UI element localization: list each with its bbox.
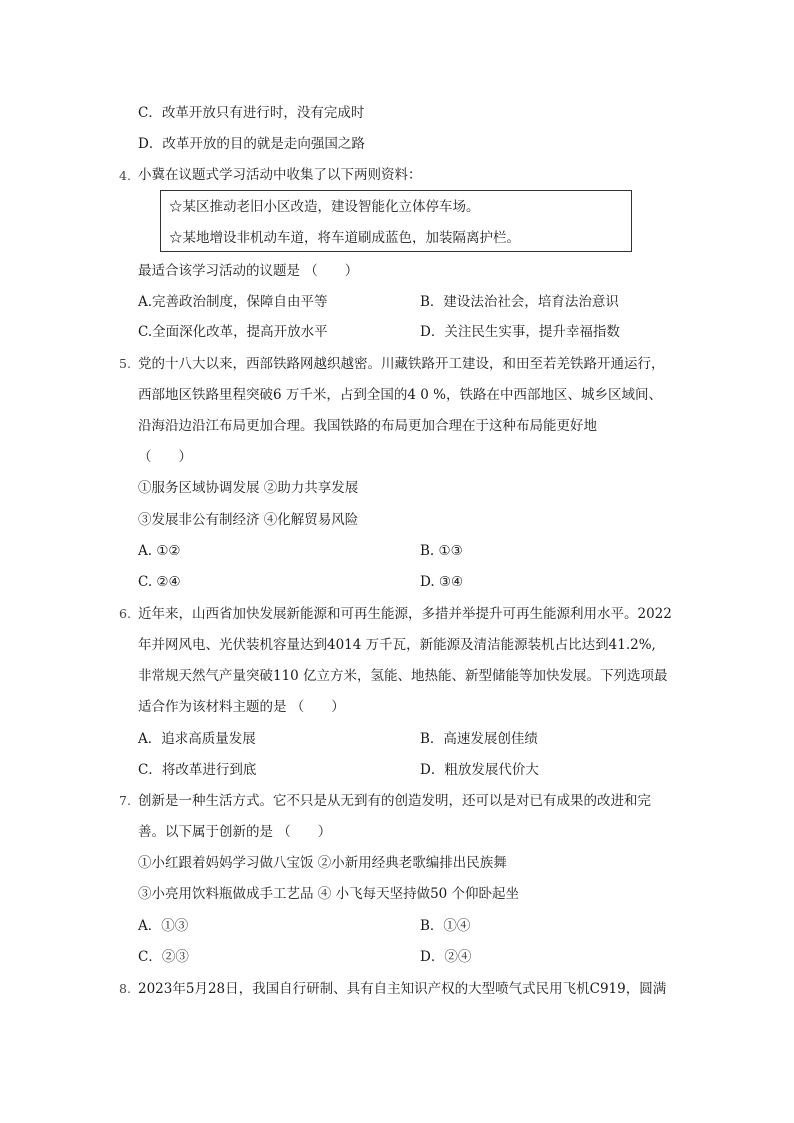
q4-question: 最适合该学习活动的议题是 （ ） — [138, 263, 359, 279]
q4-option-b: B．建设法治社会，培育法治意识 — [420, 294, 619, 310]
q7-choice-line-2: ③小亮用饮料瓶做成手工艺品 ④ 小飞每天坚持做50 个仰卧起坐 — [138, 886, 520, 902]
q8-text-line-1: 2023年5月28日，我国自行研制、具有自主知识产权的大型喷气式民用飞机C919，圆满 — [138, 981, 667, 997]
q7-option-d: D．②④ — [420, 949, 472, 965]
q5-number: 5. — [119, 356, 131, 371]
q5-text-line-3: 沿海沿边沿江布局更加合理。我国铁路的布局更加合理在于这种布局能更好地 — [138, 418, 597, 434]
q7-option-c: C．②③ — [138, 949, 189, 965]
q6-text-line-1: 近年来，山西省加快发展新能源和可再生能源，多措并举提升可再生能源利用水平。2022 — [138, 606, 672, 622]
q6-option-d: D．粗放发展代价大 — [420, 762, 539, 778]
q4-option-d: D．关注民生实事，提升幸福指数 — [420, 324, 620, 340]
q3-option-c: C．改革开放只有进行时，没有完成时 — [138, 105, 365, 121]
q5-option-d: D. ③④ — [420, 574, 464, 590]
q5-choice-line-2: ③发展非公有制经济 ④化解贸易风险 — [138, 512, 359, 528]
q6-text-line-4: 适合作为该材料主题的是 （ ） — [138, 699, 345, 715]
q7-option-b: B．①④ — [420, 918, 471, 934]
q6-number: 6. — [119, 606, 131, 621]
q5-option-a: A. ①② — [138, 543, 181, 559]
q6-option-b: B．高速发展创佳绩 — [420, 731, 538, 747]
q4-material-1: ☆某区推动老旧小区改造，建设智能化立体停车场。 — [169, 199, 480, 215]
q3-option-d: D．改革开放的目的就是走向强国之路 — [138, 136, 365, 152]
q6-option-a: A．追求高质量发展 — [138, 731, 256, 747]
q5-option-c: C. ②④ — [138, 574, 181, 590]
q7-text-line-2: 善。以下属于创新的是 （ ） — [138, 824, 332, 840]
q5-text-line-2: 西部地区铁路里程突破6 万千米，占到全国的4 0 %，铁路在中西部地区、城乡区域间、 — [138, 387, 662, 403]
q6-text-line-2: 年并网风电、光伏装机容量达到4014 万千瓦，新能源及清洁能源装机占比达到41.2%, — [138, 637, 656, 653]
q4-stem: 小冀在议题式学习活动中收集了以下两则资料： — [138, 167, 422, 183]
q7-number: 7. — [119, 793, 131, 808]
q8-number: 8. — [119, 981, 131, 996]
q7-text-line-1: 创新是一种生活方式。它不只是从无到有的创造发明，还可以是对已有成果的改进和完 — [138, 793, 651, 809]
q6-option-c: C．将改革进行到底 — [138, 762, 257, 778]
q4-option-a: A.完善政治制度，保障自由平等 — [138, 294, 328, 310]
q5-text-line-4: （ ） — [138, 449, 192, 465]
q5-text-line-1: 党的十八大以来，西部铁路网越织越密。川藏铁路开工建设，和田至若羌铁路开通运行， — [138, 356, 665, 372]
q5-choice-line-1: ①服务区域协调发展 ②助力共享发展 — [138, 480, 359, 496]
q5-option-b: B. ①③ — [420, 543, 463, 559]
q4-material-2: ☆某地增设非机动车道，将车道刷成蓝色，加装隔离护栏。 — [169, 230, 520, 246]
q7-choice-line-1: ①小红跟着妈妈学习做八宝饭 ②小新用经典老歌编排出民族舞 — [138, 855, 507, 871]
q4-number: 4. — [119, 168, 131, 183]
q7-option-a: A．①③ — [138, 918, 189, 934]
q6-text-line-3: 非常规天然气产量突破110 亿立方米，氢能、地热能、新型储能等加快发展。下列选项最 — [138, 668, 668, 684]
q4-option-c: C.全面深化改革，提高开放水平 — [138, 324, 328, 340]
